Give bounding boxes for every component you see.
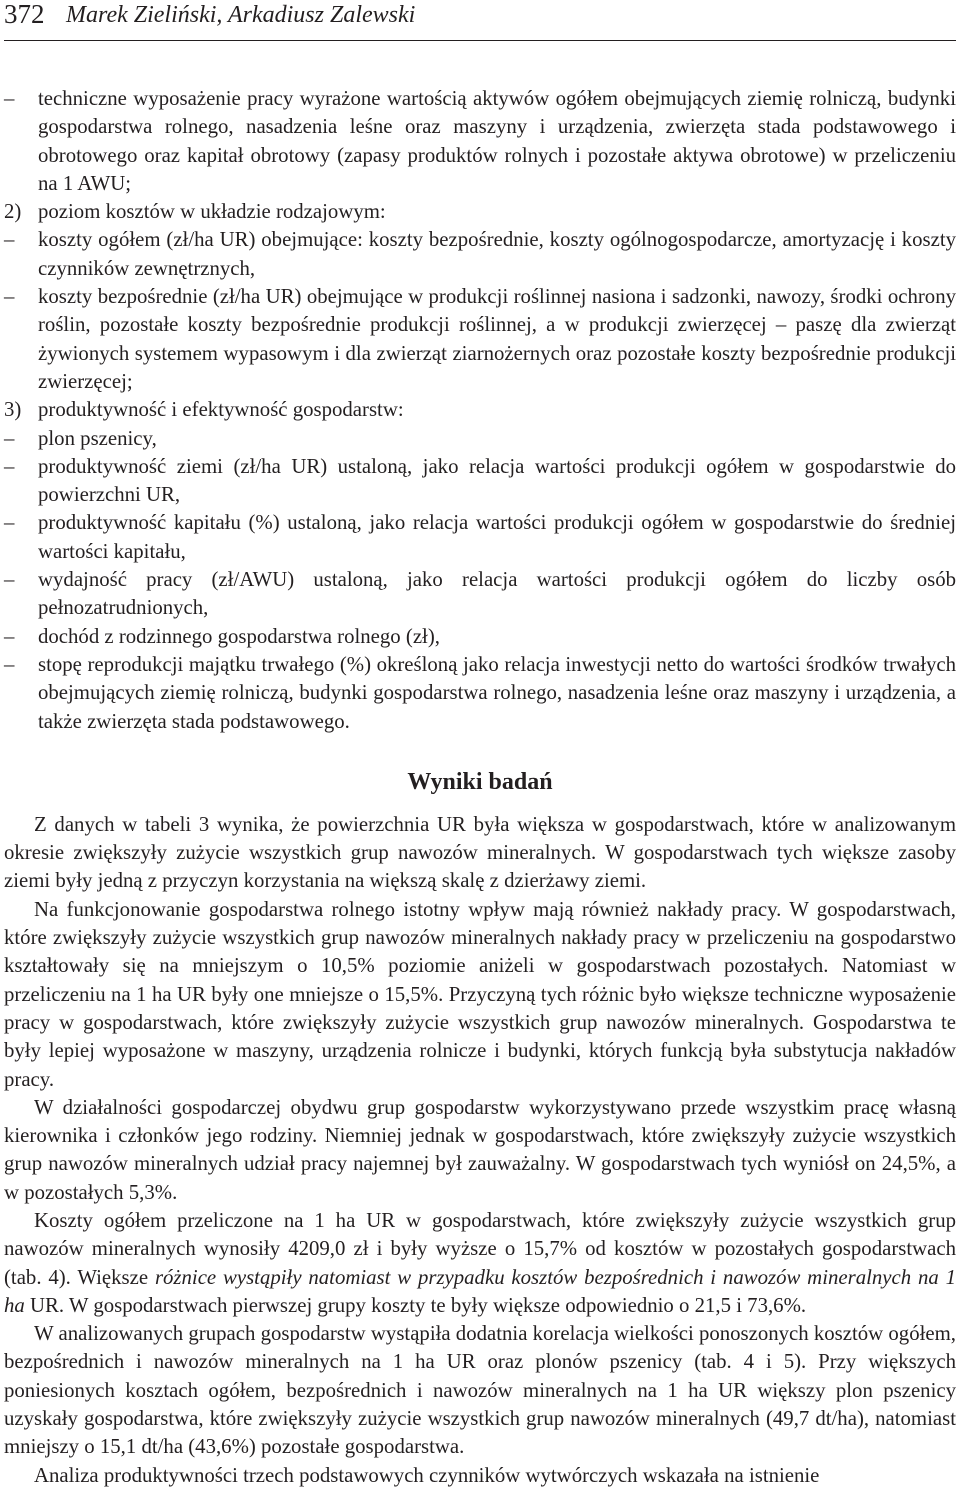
list-item bbox=[4, 283, 956, 396]
page-body bbox=[4, 85, 956, 1490]
list-item bbox=[4, 623, 956, 651]
list-marker: – bbox=[4, 511, 15, 535]
list-item bbox=[4, 425, 956, 453]
running-head: Marek Zieliński, Arkadiusz Zalewski bbox=[66, 2, 416, 28]
paragraph bbox=[4, 1207, 956, 1320]
list-marker: – bbox=[4, 454, 15, 478]
list-item bbox=[4, 509, 956, 566]
list-item bbox=[4, 85, 956, 198]
list-marker: 3) bbox=[4, 398, 22, 422]
list-item-text: koszty bezpośrednie (zł/ha UR) obejmujące w produkcji roślinnej nasiona i sadzonki, nawozy, środki ochrony roślin, pozostałe koszty bezpośrednie produkcji roślinnej, a w produkcji zwierzęcej – paszę dla zwierząt żywionych systemem wypasowym i dla zwierząt ziarnożernych oraz pozostałe koszty bezpośrednie produkcji zwierzęcej; bbox=[38, 285, 956, 393]
list-item-text: koszty ogółem (zł/ha UR) obejmujące: koszty bezpośrednie, koszty ogólnogospodarcze, amortyzację i koszty czynników zewnętrznych, bbox=[38, 228, 956, 280]
list-item bbox=[4, 453, 956, 510]
list-marker: – bbox=[4, 624, 15, 648]
paragraph: W analizowanych grupach gospodarstw wystąpiła dodatnia korelacja wielkości ponoszonych kosztów ogółem, bezpośrednich i nawozów mineralnych na 1 ha UR oraz plonów pszenicy (tab. 4 i 5). Przy większych poniesionych kosztach ogółem, bezpośrednich i nawozów mineralnych na 1 ha UR większy plon pszenicy uzyskały gospodarstwa, które zwiększyły zużycie wszystkich grup nawozów mineralnych (49,7 dt/ha), natomiast mniejszy o 15,1 dt/ha (43,6%) pozostałe gospodarstwa. bbox=[4, 1322, 956, 1459]
list-marker: – bbox=[4, 568, 15, 592]
paragraph-italic-text: różnice wystąpiły natomiast w przypadku kosztów bezpośrednich i nawozów mineralnych na 1 ha bbox=[4, 1265, 956, 1317]
paragraph-text: UR. W gospodarstwach pierwszej grupy koszty te były większe odpowiednio o 21,5 i 73,6%. bbox=[24, 1293, 807, 1317]
list-item-text: poziom kosztów w układzie rodzajowym: bbox=[38, 200, 386, 224]
list-marker: – bbox=[4, 652, 15, 676]
list-item-text: plon pszenicy, bbox=[38, 426, 157, 450]
list-item bbox=[4, 566, 956, 623]
list-item-text: techniczne wyposażenie pracy wyrażone wartością aktywów ogółem obejmujących ziemię rolniczą, budynki gospodarstwa rolnego, nasadzenia leśne oraz maszyny i urządzenia, zwierzęta stada podstawowego i obrotowego oraz kapitał obrotowy (zapasy produktów rolnych i pozostałe aktywa obrotowe) w przeliczeniu na 1 AWU; bbox=[38, 87, 956, 195]
list-item-text: wydajność pracy (zł/AWU) ustaloną, jako relacja wartości produkcji ogółem do liczby osób pełnozatrudnionych, bbox=[38, 568, 956, 620]
paragraph: Z danych w tabeli 3 wynika, że powierzchnia UR była większa w gospodarstwach, które w analizowanym okresie zwiększyły zużycie wszystkich grup nawozów mineralnych. W gospodarstwach tych większe zasoby ziemi były jedną z przyczyn korzystania na większą skalę z dzierżawy ziemi. bbox=[4, 812, 956, 893]
section-heading: Wyniki badań bbox=[407, 768, 553, 795]
list-marker: – bbox=[4, 426, 15, 450]
page-number: 372 bbox=[4, 0, 45, 29]
paragraph: Analiza produktywności trzech podstawowych czynników wytwórczych wskazała na istnienie bbox=[34, 1463, 820, 1487]
list-item-text: stopę reprodukcji majątku trwałego (%) określoną jako relacja inwestycji netto do wartości środków trwałych obejmujących ziemię rolniczą, budynki gospodarstwa rolnego, nasadzenia leśne oraz maszyny i urządzenia, a także zwierzęta stada podstawowego. bbox=[38, 652, 956, 733]
paragraph-text: Koszty ogółem przeliczone na 1 ha UR w gospodarstwach, które zwiększyły zużycie wszystkich grup nawozów mineralnych wynosiły 4209,0 zł i były wyższe o 15,7% od kosztów w pozostałych gospodarstwach (tab. 4). Większe bbox=[4, 1208, 956, 1289]
paragraph: Na funkcjonowanie gospodarstwa rolnego istotny wpływ mają również nakłady pracy. W gospodarstwach, które zwiększyły zużycie wszystkich grup nawozów mineralnych nakłady pracy w przeliczeniu na gospodarstwo kształtowały się na mniejszym o 10,5% poziomie aniżeli w gospodarstwach pozostałych. Natomiast w przeliczeniu na 1 ha UR były one mniejsze o 15,5%. Przyczyną tych różnic było większe techniczne wyposażenie pracy w gospodarstwach, które zwiększyły zużycie wszystkich grup nawozów mineralnych. Gospodarstwa te były lepiej wyposażone w maszyny, urządzenia rolnicze i budynki, których funkcją była substytucja nakładów pracy. bbox=[4, 897, 956, 1091]
list-item-text: dochód z rodzinnego gospodarstwa rolnego (zł), bbox=[38, 624, 440, 648]
list-marker: – bbox=[4, 87, 15, 110]
list-item-text: produktywność i efektywność gospodarstw: bbox=[38, 398, 404, 422]
list-item-text: produktywność ziemi (zł/ha UR) ustaloną, jako relacja wartości produkcji ogółem w gospodarstwie do powierzchni UR, bbox=[38, 454, 956, 507]
list-item bbox=[4, 396, 956, 424]
page-header bbox=[4, 0, 956, 41]
list-marker: – bbox=[4, 228, 15, 252]
list-item bbox=[4, 198, 956, 226]
list-item bbox=[4, 651, 956, 736]
list-marker: 2) bbox=[4, 200, 22, 224]
paragraph: W działalności gospodarczej obydwu grup gospodarstw wykorzystywano przede wszystkim pracę własną kierownika i członków jego rodziny. Niemniej jednak w gospodarstwach, które zwiększyły zużycie wszystkich grup nawozów mineralnych udział pracy najemnej był zauważalny. W gospodarstwach tych wyniósł on 24,5%, a w pozostałych 5,3%. bbox=[4, 1095, 956, 1204]
list-marker: – bbox=[4, 285, 15, 309]
list-item-text: produktywność kapitału (%) ustaloną, jako relacja wartości produkcji ogółem w gospodarstwie do średniej wartości kapitału, bbox=[38, 511, 956, 563]
list-item bbox=[4, 226, 956, 283]
